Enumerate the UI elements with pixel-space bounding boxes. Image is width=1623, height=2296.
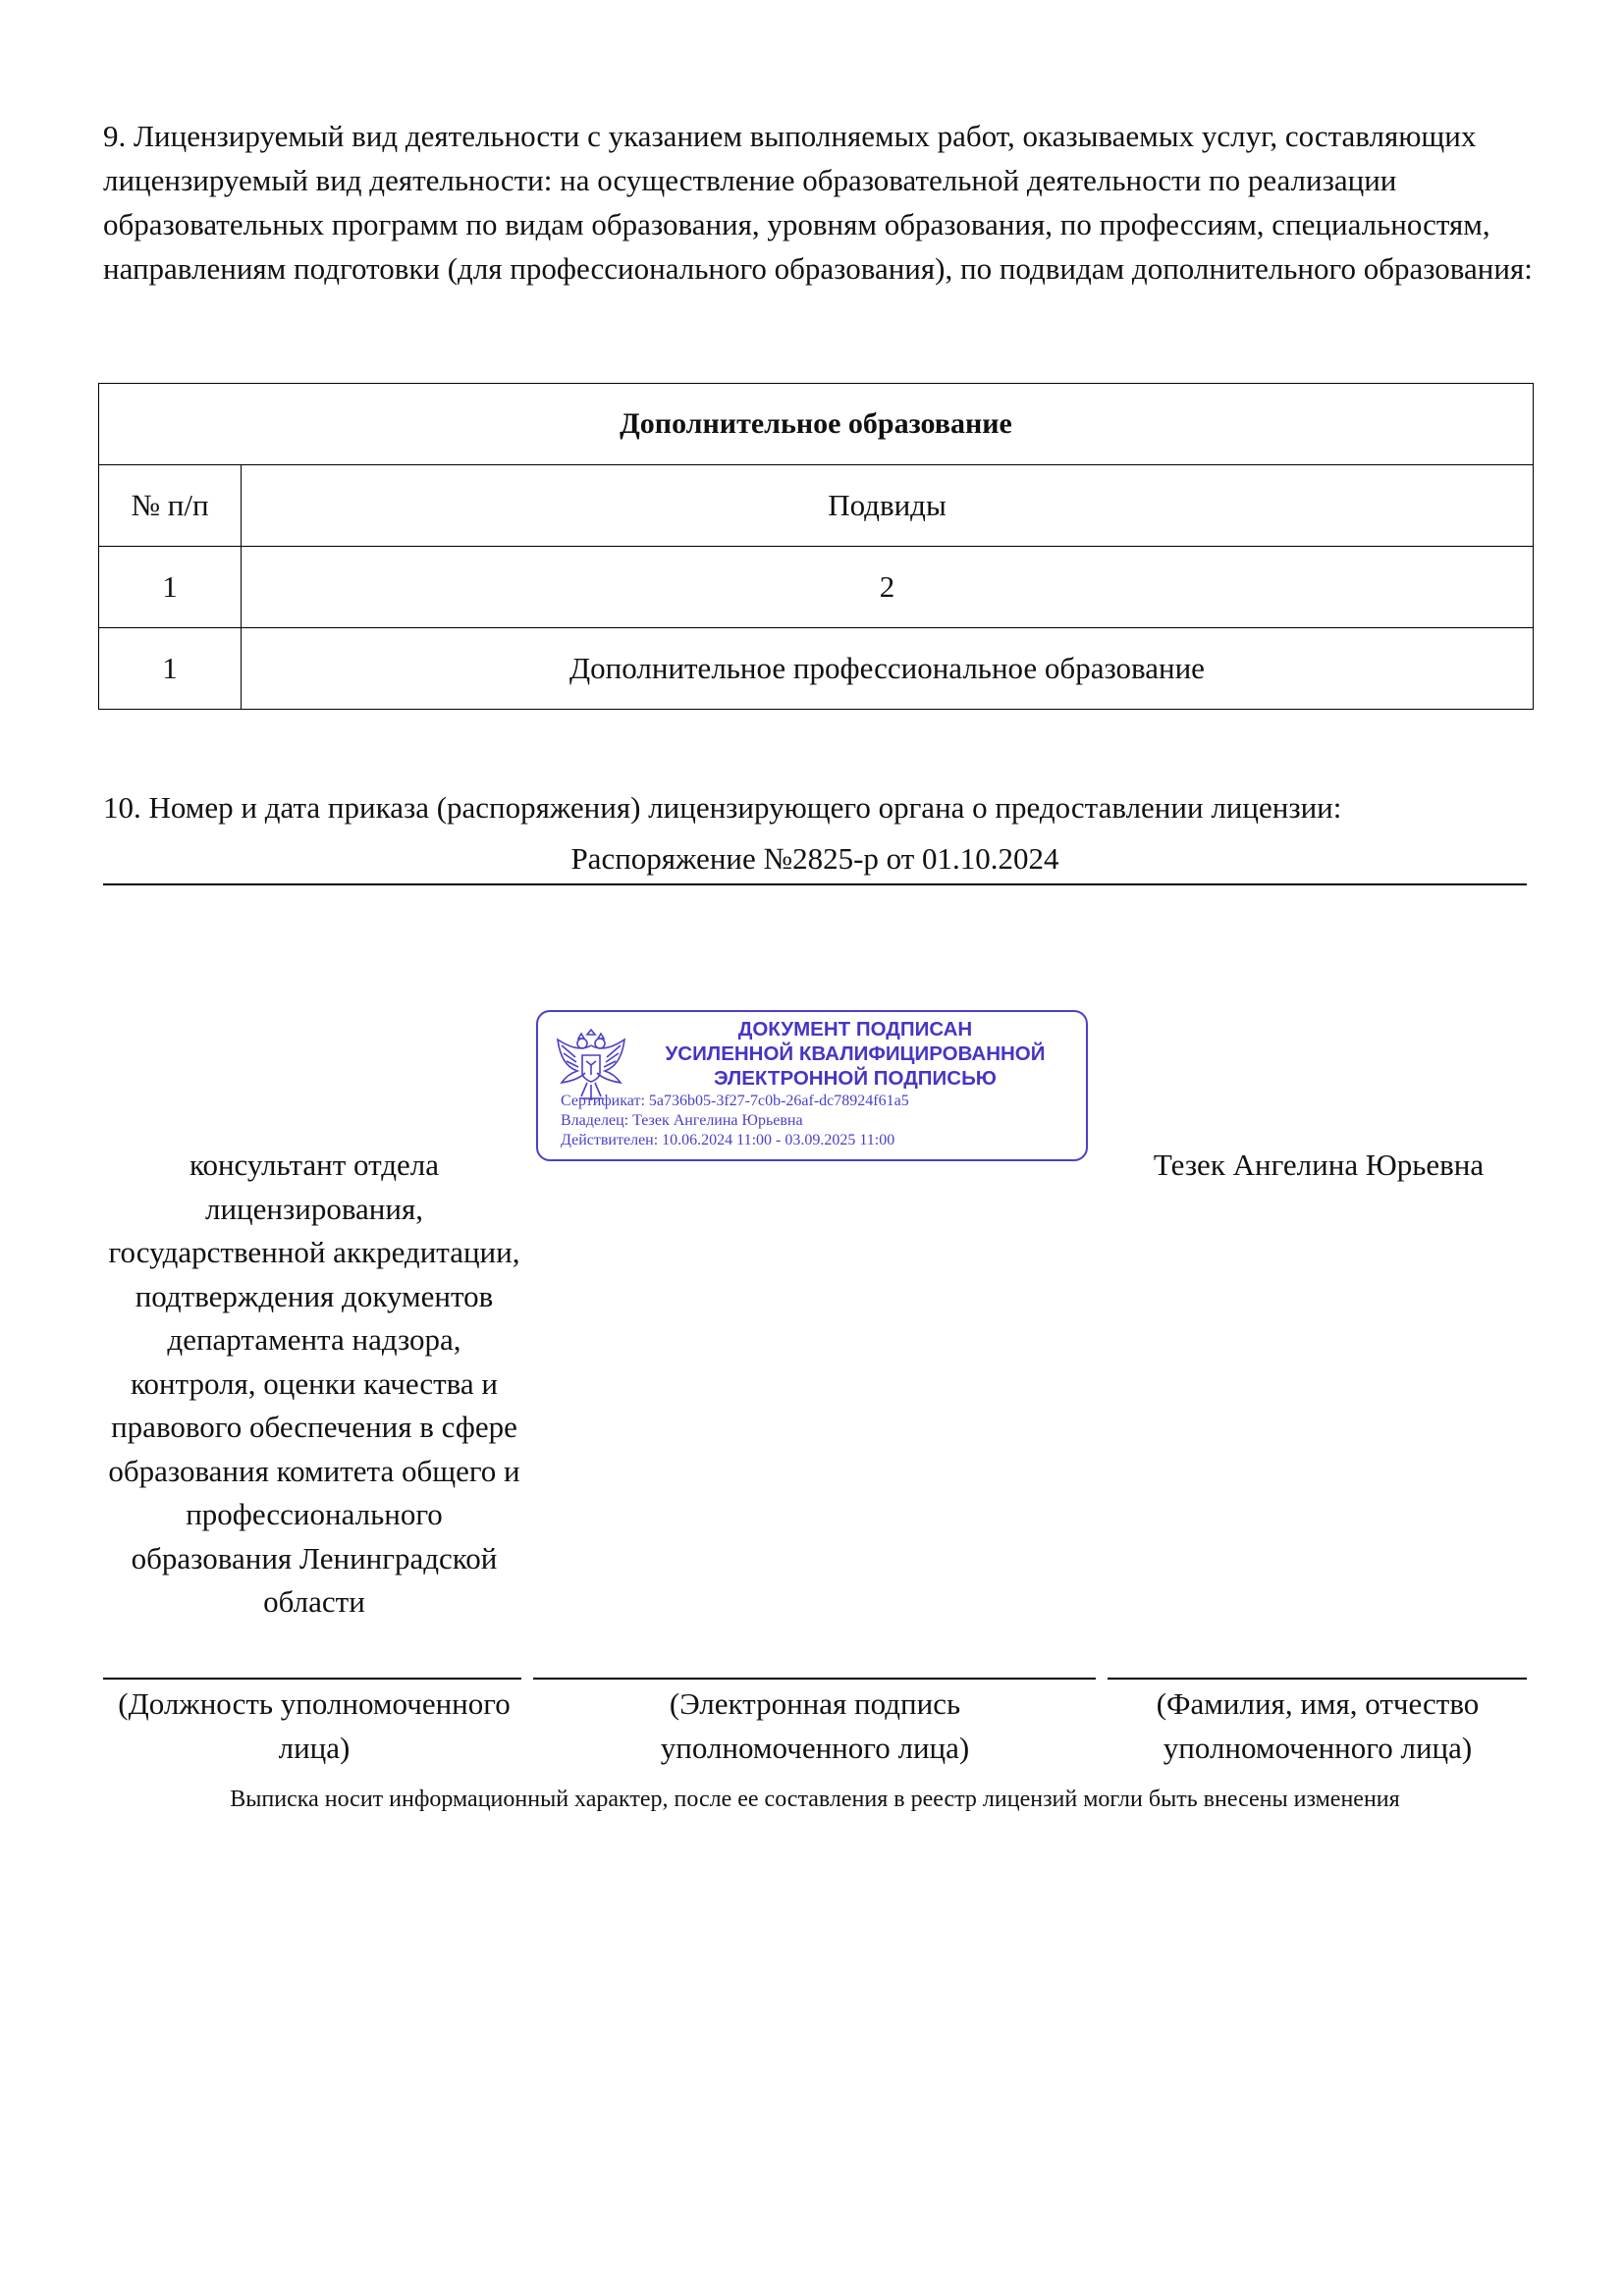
stamp-title-line: ДОКУМЕНТ ПОДПИСАН: [737, 1018, 973, 1041]
divider: [103, 883, 1527, 885]
signature-line-signature: [533, 1678, 1096, 1680]
table-cell-subtype: Дополнительное профессиональное образование: [242, 628, 1534, 710]
table-title-row: [99, 384, 1534, 465]
table-row: [99, 628, 1534, 710]
section-9-text: 9. Лицензируемый вид деятельности с указанием выполняемых работ, оказываемых услуг, составляющих лицензируемый вид деятельности: на осуществление образовательной деятельности по реализации образовательных программ по видам образования, уровням образования, по профессиям, специальностям, направлениям подготовки (для профессионального образования), по подвидам дополнительного образования:: [103, 119, 1533, 286]
table-index-row: [99, 547, 1534, 628]
table-cell-number: 1: [99, 628, 242, 710]
stamp-valid-period: Действителен: 10.06.2024 11:00 - 03.09.2025 11:00: [561, 1132, 895, 1148]
order-number: Распоряжение №2825-р от 01.10.2024: [570, 841, 1059, 876]
stamp-title: [628, 1017, 1082, 1091]
stamp-owner: Владелец: Тезек Ангелина Юрьевна: [561, 1112, 803, 1129]
stamp-title-line: ЭЛЕКТРОННОЙ ПОДПИСЬЮ: [714, 1067, 997, 1090]
caption-full-name: (Фамилия, имя, отчество уполномоченного лица): [1156, 1686, 1480, 1765]
caption-signature: (Электронная подпись уполномоченного лица): [660, 1686, 970, 1765]
official-full-name: Тезек Ангелина Юрьевна: [1153, 1148, 1485, 1182]
table-header-row: [99, 465, 1534, 547]
table-cell: 1: [99, 547, 242, 628]
column-header-number: № п/п: [99, 465, 242, 547]
table-cell: 2: [242, 547, 1534, 628]
column-header-subtypes: Подвиды: [242, 465, 1534, 547]
section-10-text: 10. Номер и дата приказа (распоряжения) лицензирующего органа о предоставлении лицензии:: [103, 790, 1342, 825]
stamp-certificate: Сертификат: 5a736b05-3f27-7c0b-26af-dc78924f61a5: [561, 1093, 909, 1109]
footer-note: Выписка носит информационный характер, после ее составления в реестр лицензий могли быть внесены изменения: [230, 1787, 1400, 1812]
signature-line-name: [1108, 1678, 1527, 1680]
official-position: консультант отдела лицензирования, государственной аккредитации, подтверждения документов департамента надзора, контроля, оценки качества и правового обеспечения в сфере образования комитета общего и профессионального образования Ленинградской области: [108, 1148, 520, 1619]
education-subtypes-table: [98, 383, 1534, 710]
electronic-signature-stamp: [536, 1010, 1088, 1161]
caption-position: (Должность уполномоченного лица): [118, 1686, 511, 1765]
signature-line-position: [103, 1678, 521, 1680]
table-title: Дополнительное образование: [99, 384, 1534, 465]
stamp-title-line: УСИЛЕННОЙ КВАЛИФИЦИРОВАННОЙ: [665, 1042, 1046, 1065]
